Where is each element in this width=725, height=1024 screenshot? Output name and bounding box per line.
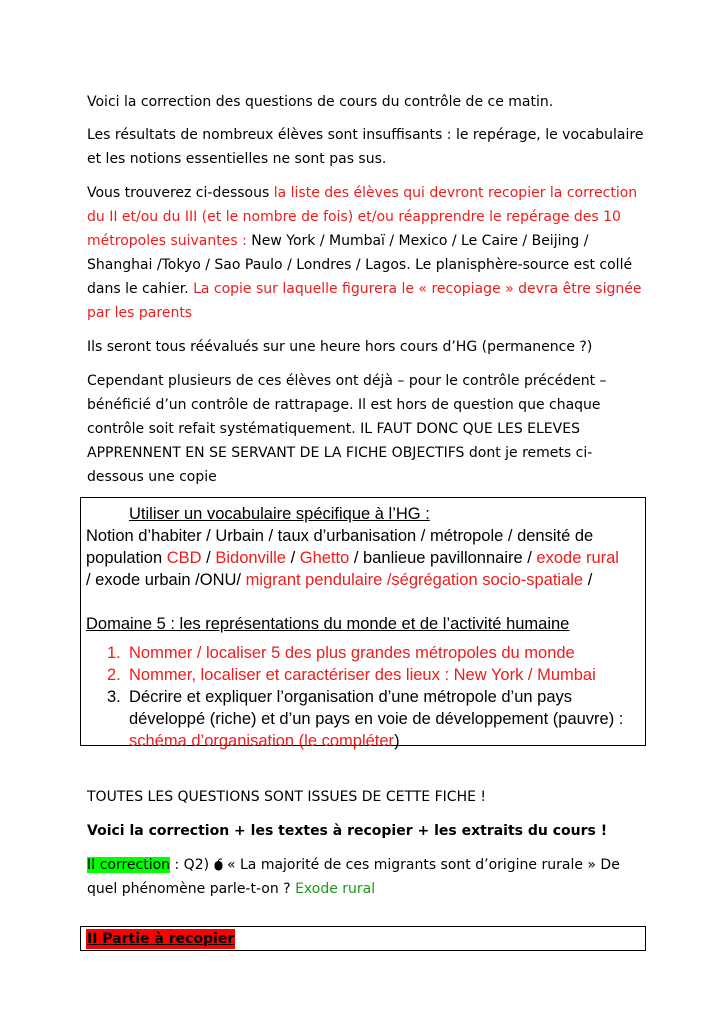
mouse-icon xyxy=(214,855,223,868)
correction-label: II correction xyxy=(87,857,171,873)
instructions-red-list: la liste des élèves qui devront recopier la correction du II et/ou du III (et le nombre de fois) et/ou réapprendre le repérage des 10 métropoles suivantes : xyxy=(87,185,638,249)
vocab-line-1: Notion d’habiter / Urbain / taux d’urbanisation / métropole / densité de xyxy=(86,527,594,545)
objectives-box xyxy=(80,497,646,750)
vocab-line-2: population CBD / Bidonville / Ghetto / banlieue pavillonnaire / exode rural xyxy=(86,549,619,567)
objective-item-3: 3. Décrire et expliquer l’organisation d’une métropole d’un pays développé (riche) et d’un pays en voie de développement (pauvre) : schéma d’organisation (le compléter) xyxy=(107,688,624,750)
term-ghetto: Ghetto xyxy=(299,549,350,567)
term-bidonville: Bidonville xyxy=(215,549,286,567)
results-paragraph: Les résultats de nombreux élèves sont insuffisants : le repérage, le vocabulaire et les notions essentielles ne sont pas sus. xyxy=(87,127,644,167)
vocab-line-3: / exode urbain /ONU/ migrant pendulaire /ségrégation socio-spatiale / xyxy=(86,571,593,589)
objective-item-1: 1. Nommer / localiser 5 des plus grandes métropoles du monde xyxy=(107,644,575,662)
instructions-cities: New York / Mumbaï / Mexico / Le Caire / Beijing / Shanghai /Tokyo / Sao Paulo / Londres / Lagos. Le planisphère-source est collé dans le cahier. xyxy=(87,233,633,297)
vocab-heading: Utiliser un vocabulaire spécifique à l’HG : xyxy=(129,505,430,523)
question-2: II correction : Q2) « La majorité de ces migrants sont d’origine rurale » De quel phénomène parle-t-on ? Exode rural xyxy=(87,857,620,897)
intro-paragraph: Voici la correction des questions de cours du contrôle de ce matin. xyxy=(87,94,554,110)
copy-section-box xyxy=(80,926,646,951)
objectives-list xyxy=(107,642,637,752)
objective-item-2: 2. Nommer, localiser et caractériser des lieux : New York / Mumbai xyxy=(107,666,596,684)
reevaluation-paragraph: Ils seront tous réévalués sur une heure hors cours d’HG (permanence ?) xyxy=(87,339,593,355)
instructions-intro: Vous trouverez ci-dessous xyxy=(87,185,274,201)
term-migrant: migrant pendulaire /ségrégation socio-spatiale xyxy=(245,571,584,589)
correction-intro: Voici la correction + les textes à recopier + les extraits du cours ! xyxy=(87,823,608,839)
term-exode-rural: exode rural xyxy=(536,549,619,567)
all-questions-line: TOUTES LES QUESTIONS SONT ISSUES DE CETTE FICHE ! xyxy=(87,789,486,805)
term-cbd: CBD xyxy=(166,549,202,567)
instructions-signature: La copie sur laquelle figurera le « recopiage » devra être signée par les parents xyxy=(87,281,642,321)
answer-exode-rural: Exode rural xyxy=(295,881,376,897)
instructions-paragraph xyxy=(87,181,647,325)
domain-heading: Domaine 5 : les représentations du monde et de l’activité humaine xyxy=(86,615,570,633)
rattrapage-paragraph: Cependant plusieurs de ces élèves ont déjà – pour le contrôle précédent – bénéficié d’un contrôle de rattrapage. Il est hors de question que chaque contrôle soit refait systématiquement. IL FAUT DONC QUE LES ELEVES APPRENNENT EN SE SERVANT DE LA FICHE OBJECTIFS dont je remets ci-dessous une copie xyxy=(87,373,607,485)
copy-section-label: II Partie à recopier xyxy=(87,931,235,947)
